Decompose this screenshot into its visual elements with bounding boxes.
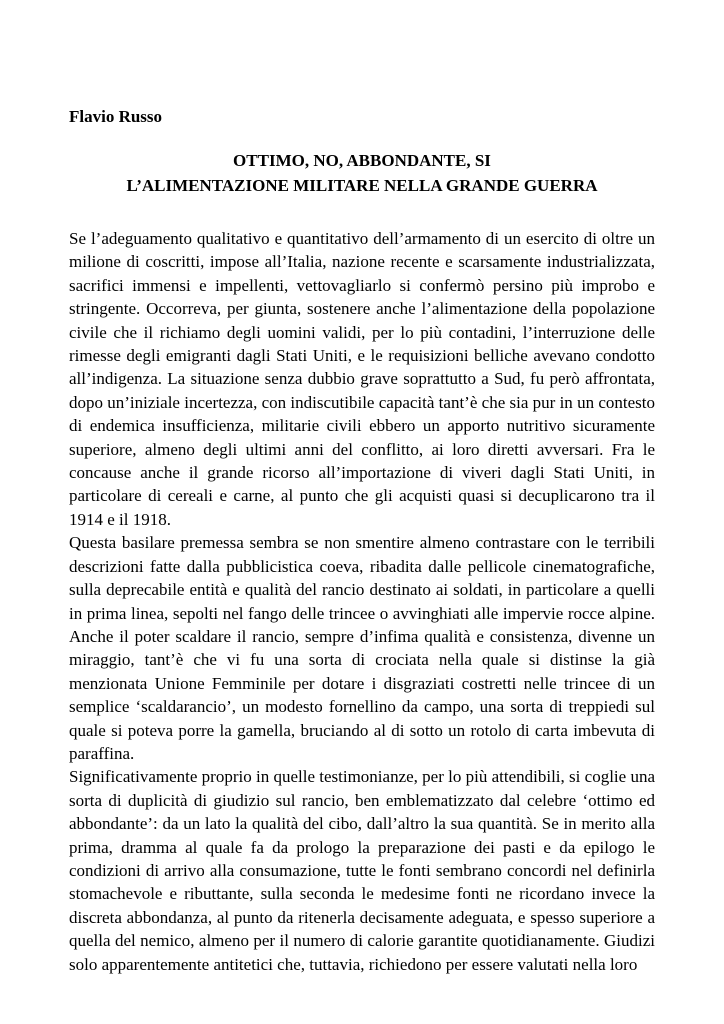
document-title [69,148,655,198]
title-line-1: OTTIMO, NO, ABBONDANTE, SI [233,151,491,170]
paragraph-3: Significativamente proprio in quelle testimonianze, per lo più attendibili, si coglie una sorta di duplicità di giudizio sul rancio, ben emblematizzato dal celebre ‘ottimo ed abbondante’: da un lato la qualità del cibo, dall’altro la sua quantità. Se in merito alla prima, dramma al quale fa da prologo la preparazione dei pasti e da epilogo le condizioni di arrivo alla consumazione, tutte le fonti sembrano concordi nel definirla stomachevole e ributtante, sulla seconda le medesime fonti ne ricordano invece la discreta abbondanza, al punto da ritenerla decisamente adeguata, e spesso superiore a quella del nemico, almeno per il numero di calorie garantite quotidianamente. Giudizi solo apparentemente antitetici che, tuttavia, richiedono per essere valutati nella loro [69,767,655,974]
body-text [69,227,655,976]
paragraph-2: Questa basilare premessa sembra se non smentire almeno contrastare con le terribili descrizioni fatte dalla pubblicistica coeva, ribadita dalle pellicole cinematografiche, sulla deprecabile entità e qualità del rancio destinato ai soldati, in particolare a quelli in prima linea, sepolti nel fango delle trincee o avvinghiati alle impervie rocce alpine. Anche il poter scaldare il rancio, sempre d’infima qualità e consistenza, divenne un miraggio, tant’è che vi fu una sorta di crociata nella quale si distinse la già menzionata Unione Femminile per dotare i disgraziati costretti nelle trincee di un semplice ‘scaldarancio’, un modesto fornellino da campo, una sorta di treppiedi sul quale si poteva porre la gamella, bruciando al di sotto un rotolo di carta imbevuta di paraffina. [69,533,655,763]
title-line-2: L’ALIMENTAZIONE MILITARE NELLA GRANDE GUERRA [126,176,598,195]
paragraph-1: Se l’adeguamento qualitativo e quantitativo dell’armamento di un esercito di oltre un milione di coscritti, impose all’Italia, nazione recente e scarsamente industrializzata, sacrifici immensi e impellenti, vettovagliarlo si confermò persino più improbo e stringente. Occorreva, per giunta, sostenere anche l’alimentazione della popolazione civile che il richiamo degli uomini validi, per lo più contadini, l’interruzione delle rimesse degli emigranti dagli Stati Uniti, e le requisizioni belliche avevano condotto all’indigenza. La situazione senza dubbio grave soprattutto a Sud, fu però affrontata, dopo un’iniziale incertezza, con indiscutibile capacità tant’è che sia pur in un contesto di endemica insufficienza, militarie civili ebbero un apporto nutritivo sicuramente superiore, almeno degli ultimi anni del conflitto, ai loro diretti avversari. Fra le concause anche il grande ricorso all’importazione di viveri dagli Stati Uniti, in particolare di cereali e carne, al punto che gli acquisti quasi si decuplicarono tra il 1914 e il 1918. [69,229,655,529]
page-content [69,106,655,976]
author-name: Flavio Russo [69,107,163,126]
